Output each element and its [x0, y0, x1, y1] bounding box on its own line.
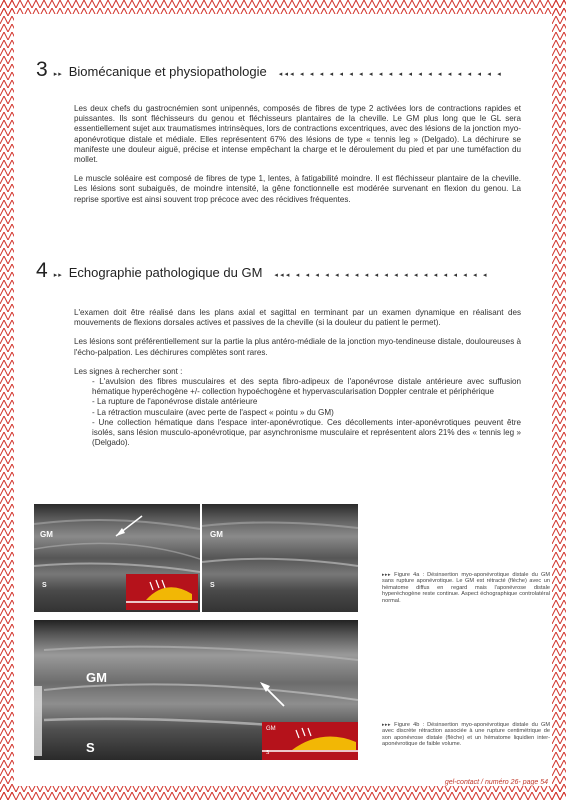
label-gm: GM — [86, 670, 107, 685]
figure-4b-caption — [382, 722, 550, 748]
label-s: S — [210, 582, 215, 589]
paragraph: Le muscle soléaire est composé de fibres de type 1, lentes, à fatigabilité moindre. Il est fléchisseur plantaire de la cheville. Les lésions sont subaiguës, de moindre intensité, la gêne fonctionnelle est modérée survenant en flexion du genou. La reprise sportive est ainsi souvent trop précoce avec des récidives fréquentes. — [74, 174, 521, 204]
section-4-heading — [36, 259, 489, 283]
ultrasound-texture — [202, 504, 358, 612]
figure-4b-ultrasound — [34, 620, 358, 760]
list-item: - La rétraction musculaire (avec perte de l'aspect « pointu » du GM) — [92, 407, 334, 417]
signs-list — [74, 377, 521, 448]
figure-4a-ultrasound-right — [202, 504, 358, 612]
anatomy-schema-icon — [262, 722, 358, 760]
page-content — [14, 14, 552, 786]
schema-label-gm: GM — [266, 726, 276, 732]
list-item: - L'avulsion des fibres musculaires et des septa fibro-adipeux de l'aponévrose distale antérieure avec suffusion hématique hyperéchogène +/- collection hypoéchogène et hypervascularisation Doppler centrale et périphérique — [92, 377, 521, 397]
paragraph: Les lésions sont préférentiellement sur la partie la plus antéro-médiale de la jonction myo-tendineuse distale, douloureuses à l'écho-palpation. Les déchirures complètes sont rares. — [74, 337, 521, 357]
section-4-body — [74, 308, 521, 448]
figure-4a-ultrasound-left — [34, 504, 200, 612]
label-gm: GM — [40, 530, 53, 539]
section-trail: ◂◂◂ ◂ ◂ ◂ ◂ ◂ ◂ ◂ ◂ ◂ ◂ ◂ ◂ ◂ ◂ ◂ ◂ ◂ ◂ ◂ ◂ — [274, 272, 489, 279]
page-footer: gel-contact / numéro 26- page 54 — [444, 779, 548, 786]
list-item: - Une collection hématique dans l'espace inter-aponévrotique. Ces décollements inter-aponévrotiques peuvent être isolés, sans lésion musculo-aponévrotique, par asynchronisme musculaire et représentent alors 21% des « tennis leg » (Delgado). — [92, 417, 521, 448]
list-item: - La rupture de l'aponévrose distale antérieure — [92, 397, 258, 407]
section-title: Echographie pathologique du GM — [68, 265, 263, 280]
signs-intro: Les signes à rechercher sont : — [74, 366, 183, 376]
section-number: 4 — [36, 259, 48, 282]
label-s: S — [42, 582, 47, 589]
section-3-body — [74, 104, 521, 214]
caption-text: Figure 4b : Désinsertion myo-aponévrotique distale du GM avec discrète rétraction associée à une rupture centimétrique de son aponévrose distale (flèche) et un hématome liquidien inter-aponévrotique de faible volume. — [382, 722, 550, 748]
caption-arrows: ▸▸▸ — [382, 572, 392, 578]
section-title: Biomécanique et physiopathologie — [68, 64, 267, 79]
label-gm: GM — [210, 530, 223, 539]
figure-4a-caption — [382, 572, 550, 604]
section-arrows: ▸▸ — [53, 272, 63, 279]
section-trail: ◂◂◂ ◂ ◂ ◂ ◂ ◂ ◂ ◂ ◂ ◂ ◂ ◂ ◂ ◂ ◂ ◂ ◂ ◂ ◂ ◂ ◂ ◂ — [278, 71, 503, 78]
paragraph: Les deux chefs du gastrocnémien sont unipennés, composés de fibres de type 2 activées lors de contractions rapides et puissantes. Ils sont fléchisseurs du genou et fléchisseurs plantaires de la cheville. Le GM plus long que le GL sera essentiellement sujet aux traumatismes intrinsèques, lors de contractions excentriques, avec des lésions de la jonction myo-aponévrotique distale et médiale. Elles représentent 67% des lésions de type « tennis leg » (Delgado). La déchirure se manifeste une douleur aiguë, précise et intense empêchant la charge et le déroulement du pied et par une tuméfaction du mollet. — [74, 104, 521, 165]
section-arrows: ▸▸ — [53, 71, 63, 78]
paragraph: L'examen doit être réalisé dans les plans axial et sagittal en terminant par un examen dynamique en réalisant des mouvements de flexions dorsales actives et passives de la cheville (si la douleur du patient le permet). — [74, 308, 521, 328]
caption-arrows: ▸▸▸ — [382, 722, 392, 728]
label-s: S — [86, 740, 95, 755]
schema-label-s: S — [266, 750, 270, 756]
caption-text: Figure 4a : Désinsertion myo-aponévrotique distale du GM sans rupture aponévrotique. Le GM est rétracté (flèche) avec un hématome diffus en regard mais l'aponévrose distale hyperéchogène reste continue. Aspect échographique controlatéral normal. — [382, 572, 550, 604]
anatomy-schema-icon — [126, 574, 198, 610]
section-3-heading — [36, 58, 503, 82]
section-number: 3 — [36, 58, 48, 81]
